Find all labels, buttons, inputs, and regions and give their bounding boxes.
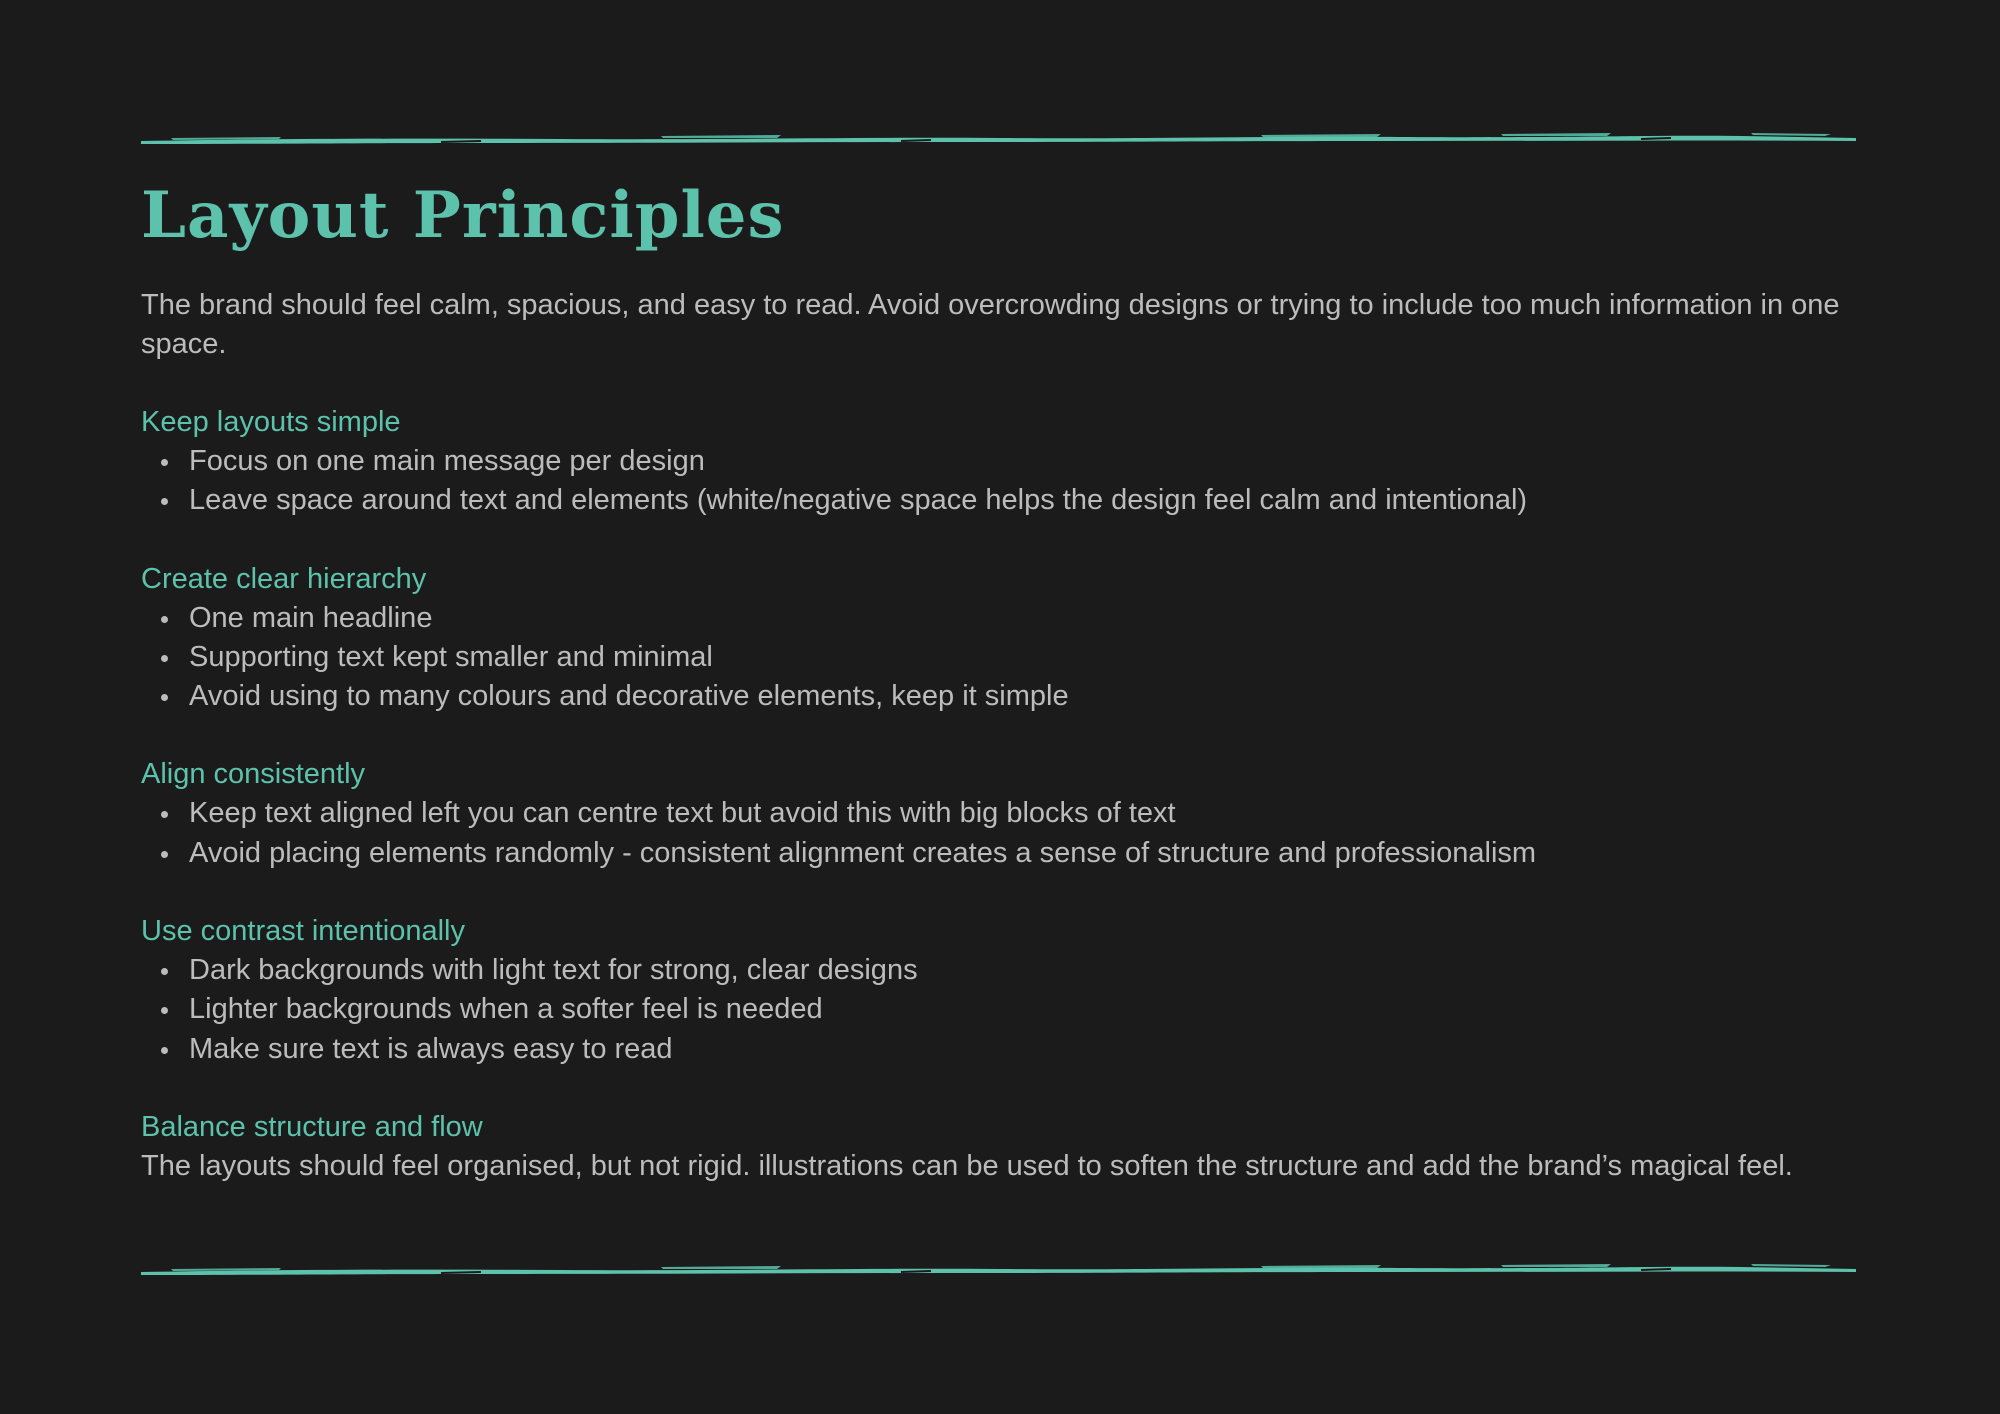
section-heading: Keep layouts simple xyxy=(141,406,401,438)
section-heading: Create clear hierarchy xyxy=(141,562,427,595)
list-item: Make sure text is always easy to read xyxy=(189,1030,1856,1069)
list-item: Focus on one main message per design xyxy=(189,442,1856,481)
list-item: Dark backgrounds with light text for strong, clear designs xyxy=(189,951,1856,990)
bullet-list xyxy=(141,794,1856,873)
list-item: Lighter backgrounds when a softer feel is needed xyxy=(189,990,1856,1029)
list-item: Supporting text kept smaller and minimal xyxy=(189,638,1856,677)
page-title: Layout Principles xyxy=(141,178,785,253)
section-create-clear-hierarchy xyxy=(141,560,1856,717)
section-keep-layouts-simple xyxy=(141,403,1856,521)
bullet-list xyxy=(141,951,1856,1069)
intro-paragraph: The brand should feel calm, spacious, and easy to read. Avoid overcrowding designs or trying to include too much information in one space. xyxy=(141,289,1840,360)
list-item: Avoid using to many colours and decorative elements, keep it simple xyxy=(189,677,1856,716)
bullet-list xyxy=(141,442,1856,521)
brush-divider-bottom xyxy=(141,1263,1856,1277)
brush-divider-top xyxy=(141,132,1856,146)
section-heading: Use contrast intentionally xyxy=(141,915,465,948)
layout-principles-page xyxy=(141,132,1856,1186)
list-item: Avoid placing elements randomly - consistent alignment creates a sense of structure and professionalism xyxy=(189,834,1856,873)
section-paragraph: The layouts should feel organised, but not rigid. illustrations can be used to soften the structure and add the brand’s magical feel. xyxy=(141,1149,1793,1182)
list-item: One main headline xyxy=(189,599,1856,638)
list-item: Keep text aligned left you can centre text but avoid this with big blocks of text xyxy=(189,794,1856,833)
section-align-consistently xyxy=(141,755,1856,873)
section-use-contrast-intentionally xyxy=(141,912,1856,1069)
section-heading: Align consistently xyxy=(141,758,366,791)
bullet-list xyxy=(141,599,1856,717)
section-balance-structure-and-flow xyxy=(141,1108,1856,1186)
section-heading: Balance structure and flow xyxy=(141,1110,483,1143)
list-item: Leave space around text and elements (white/negative space helps the design feel calm and intentional) xyxy=(189,481,1856,520)
